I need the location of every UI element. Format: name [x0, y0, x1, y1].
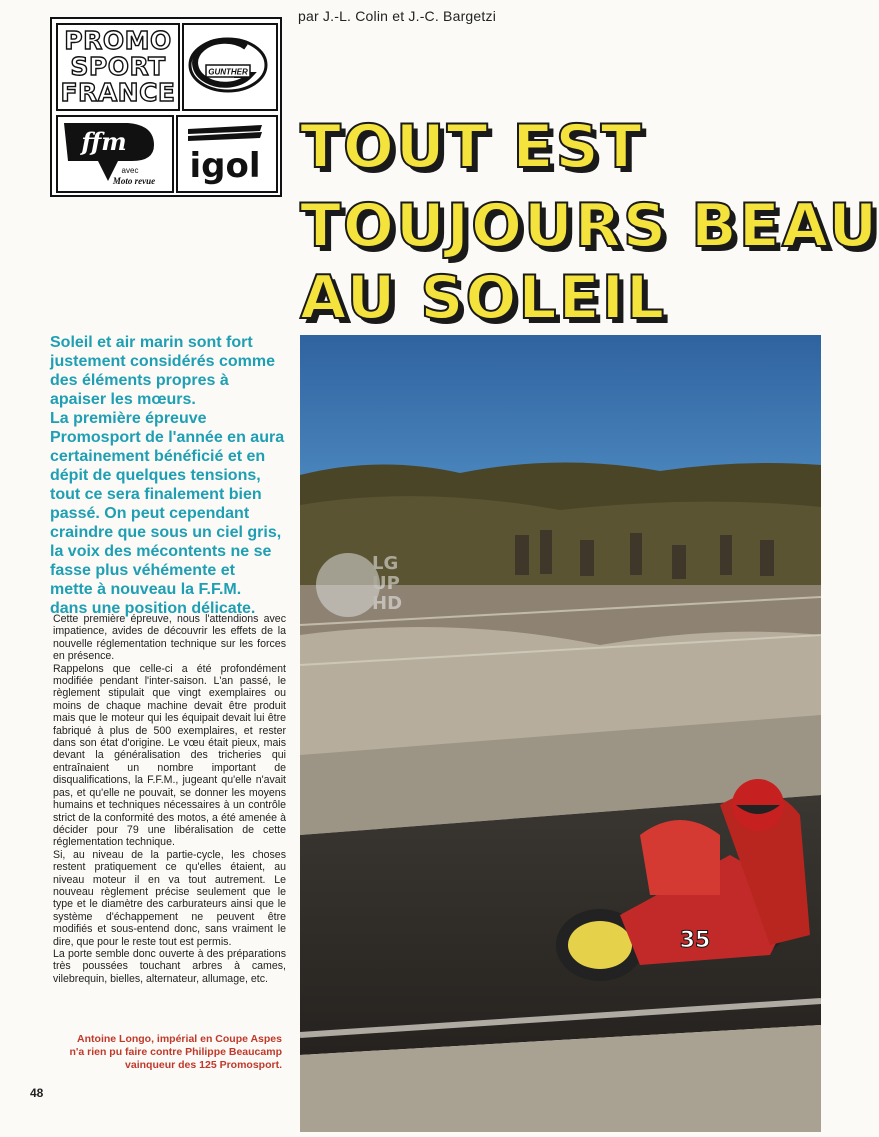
avec-text: avec	[121, 166, 139, 175]
intro-line: dépit de quelques tensions,	[50, 467, 261, 484]
intro-line: dans une position délicate.	[50, 600, 256, 617]
sponsor-logos	[50, 17, 282, 197]
title-line: TOUT EST	[300, 112, 644, 182]
svg-text:HD: HD	[372, 593, 403, 614]
byline: par J.-L. Colin et J.-C. Bargetzi	[298, 8, 496, 24]
intro-paragraph	[50, 333, 290, 618]
igol-text: igol	[189, 146, 261, 186]
promo-line: FRANCE	[60, 78, 176, 107]
moto-revue-text: Moto revue	[112, 176, 156, 186]
body-paragraph: Rappelons que celle-ci a été profondément modifiée pendant l'inter-saison. L'an passé, le règlement stipulait que vingt exemplaires ou moins de chaque machine devait être produit mais que le moteur qui les équipait devait lui être fabriqué à plus de 500 exemplaires, et rester dans son état d'origine. Le vœu était pieux, mais devant la généralisation des tricheries qui entraînaient un nombre important de disqualifications, la F.F.M., jugeant qu'elle n'avait pas, et qu'elle ne pouvait, se donner les moyens humains et techniques nécessaires à un contrôle strict de la conformité des motos, a été amenée à décider pour 79 une libéralisation de cette réglementation technique.	[53, 662, 286, 849]
intro-line: des éléments propres à	[50, 372, 229, 389]
caption-line: n'a rien pu faire contre Philippe Beaucamp	[69, 1046, 282, 1058]
watermark	[316, 553, 402, 617]
intro-line: mette à nouveau la F.F.M.	[50, 581, 242, 598]
race-photo	[300, 335, 821, 1132]
body-paragraph: La porte semble donc ouverte à des préparations très poussées touchant arbres à cames, vilebrequin, bielles, alternateur, allumage, etc.	[53, 947, 286, 985]
ffm-text: ffm	[81, 127, 127, 156]
intro-line: apaiser les mœurs.	[50, 391, 196, 408]
intro-line: certainement bénéficié et en	[50, 448, 266, 465]
intro-line: la voix des mécontents ne se	[50, 543, 272, 560]
intro-line: La première épreuve	[50, 410, 207, 427]
intro-line: Promosport de l'année en aura	[50, 429, 285, 446]
promo-line: SPORT	[70, 52, 166, 81]
intro-line: Soleil et air marin sont fort	[50, 334, 253, 351]
svg-text:UP: UP	[372, 573, 400, 594]
title-line: TOUJOURS BEAU	[300, 191, 879, 261]
body-paragraph: Si, au niveau de la partie-cycle, les choses restent pratiquement ce qu'elles étaient, au niveau moteur il en va tout autrement. Le nouveau règlement précise seulement que le type et le diamètre des carburateurs ainsi que le système d'échappement ne peuvent être modifiés et sous-entend donc, sans vraiment le dire, que pour le reste tout est permis.	[53, 848, 286, 948]
promosport-france-logo	[56, 23, 180, 111]
intro-line: craindre que sous un ciel gris,	[50, 524, 282, 541]
promo-line: PROMO	[64, 26, 172, 55]
title-line: AU SOLEIL	[300, 263, 667, 333]
page-number: 48	[30, 1086, 44, 1100]
igol-logo	[176, 115, 278, 193]
gunther-logo	[182, 23, 278, 111]
caption-line: Antoine Longo, impérial en Coupe Aspes	[77, 1033, 282, 1045]
ffm-moto-revue-logo	[56, 115, 174, 193]
intro-line: fasse plus véhémente et	[50, 562, 235, 579]
caption-line: vainqueur des 125 Promosport.	[125, 1059, 282, 1071]
bike-number: 35	[679, 928, 711, 953]
intro-line: justement considérés comme	[50, 353, 275, 370]
gunther-text: GUNTHER	[208, 67, 248, 77]
photo-caption	[60, 1033, 282, 1072]
body-paragraph: Cette première épreuve, nous l'attendions avec impatience, avides de découvrir les effets de la nouvelle réglementation technique sur les forces en présence.	[53, 613, 286, 663]
svg-text:LG: LG	[372, 553, 399, 574]
intro-line: tout ce sera finalement bien	[50, 486, 262, 503]
article-body	[53, 613, 286, 985]
intro-line: passé. On peut cependant	[50, 505, 250, 522]
